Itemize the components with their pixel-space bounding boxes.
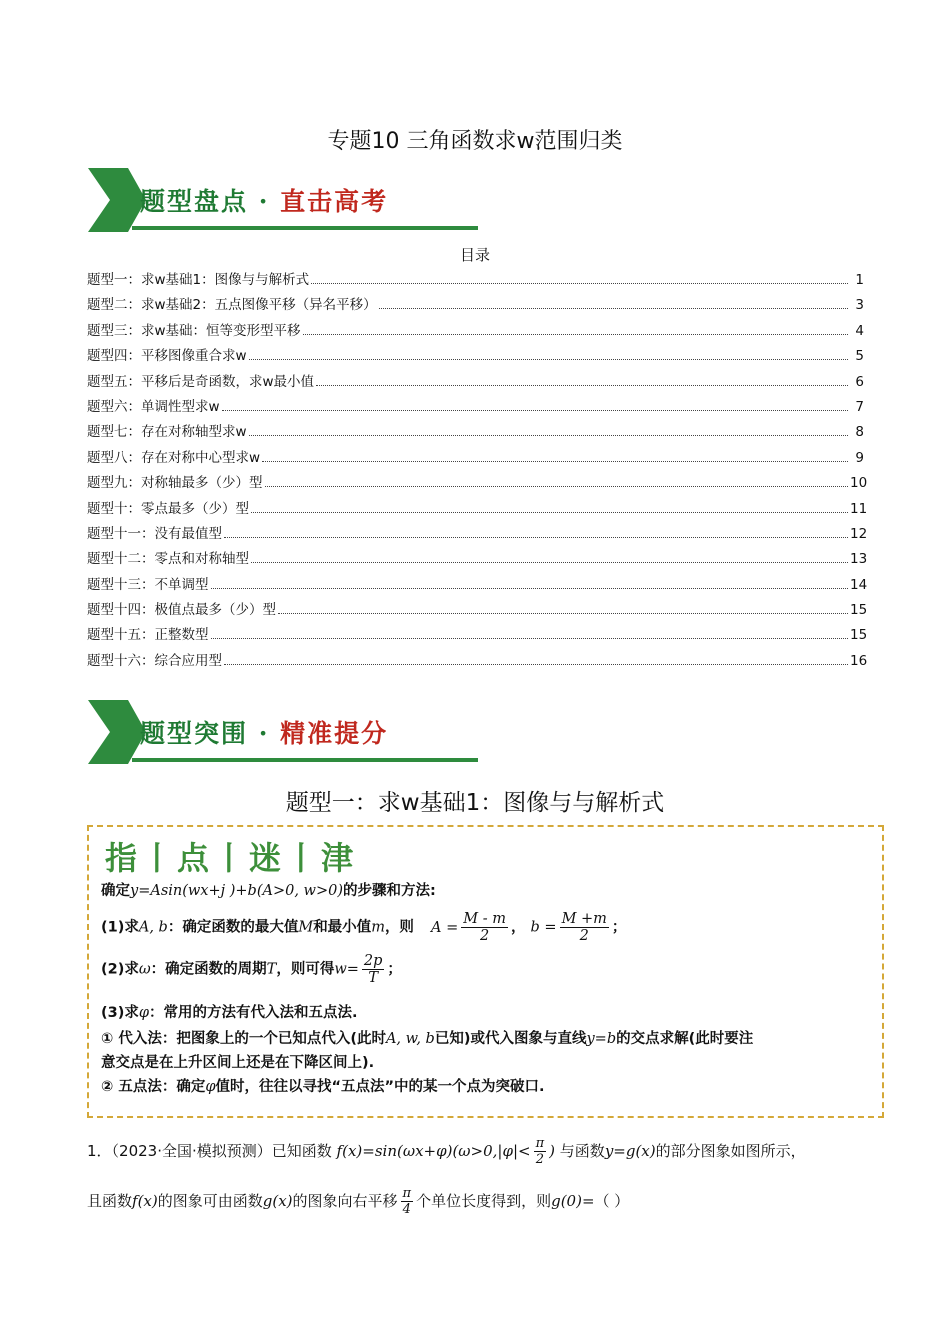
toc-entry-page: 8	[855, 424, 864, 441]
banner-left-text: 题型盘点	[140, 187, 249, 216]
toc-entry[interactable]	[87, 344, 864, 369]
toc-entry-page: 1	[855, 272, 864, 288]
toc-entry-page: 15	[850, 627, 868, 644]
toc-entry[interactable]	[87, 547, 868, 572]
toc-leader-dots	[251, 562, 848, 563]
toc-entry-page: 3	[855, 297, 864, 314]
tip-heading: 指丨点丨迷丨津	[105, 839, 358, 877]
toc-entry[interactable]	[87, 268, 864, 293]
toc-entry[interactable]	[87, 573, 868, 598]
toc-leader-dots	[211, 588, 849, 589]
toc-entry[interactable]	[87, 623, 868, 648]
toc-leader-dots	[224, 664, 848, 665]
toc-entry[interactable]	[87, 598, 868, 623]
toc-leader-dots	[265, 486, 849, 487]
question-line-2: 且函数f(x)的图象可由函数g(x)的图象向右平移 $\frac{\pi}{4}$ 个单位长度得到，则g(0)=（ ）	[87, 1186, 630, 1217]
toc-leader-dots	[251, 512, 848, 513]
toc-leader-dots	[249, 359, 848, 360]
toc-entry-label: 题型九：对称轴最多（少）型	[87, 475, 263, 492]
toc-entry-label: 题型四：平移图像重合求w	[87, 348, 247, 365]
toc-entry-label: 题型二：求w基础2：五点图像平移（异名平移）	[87, 297, 377, 314]
page-title: 专题10 三角函数求w范围归类	[327, 129, 623, 154]
toc-entry-label: 题型十一：没有最值型	[87, 525, 222, 542]
toc-entry[interactable]	[87, 420, 864, 445]
banner-left-text: 题型突围	[140, 719, 249, 748]
toc-entry[interactable]	[87, 522, 868, 547]
toc-leader-dots	[311, 283, 848, 284]
toc-entry-page: 5	[855, 348, 864, 365]
toc-entry[interactable]	[87, 471, 868, 496]
toc-leader-dots	[278, 613, 848, 614]
toc-entry[interactable]	[87, 293, 864, 318]
toc-entry-page: 10	[850, 475, 868, 492]
toc-entry-page: 16	[850, 652, 868, 669]
toc-entry-label: 题型一：求w基础1：图像与与解析式	[87, 272, 310, 288]
toc-leader-dots	[316, 385, 848, 386]
toc-entry[interactable]	[87, 497, 868, 522]
toc-entry-label: 题型十四：极值点最多（少）型	[87, 602, 276, 619]
toc-leader-dots	[222, 410, 848, 411]
tip-line-1: 确定y=Asin(wx+j )+b(A>0, w>0)的步骤和方法:	[101, 883, 436, 899]
toc-entry-label: 题型十五：正整数型	[87, 627, 209, 644]
toc-entry-page: 15	[850, 602, 868, 619]
toc-entry-page: 11	[850, 500, 868, 517]
toc-entry-label: 题型十六：综合应用型	[87, 652, 222, 669]
toc-entry-label: 题型八：存在对称中心型求w	[87, 449, 261, 466]
toc-entry-label: 题型十二：零点和对称轴型	[87, 551, 249, 568]
toc-leader-dots	[303, 334, 848, 335]
toc-entry[interactable]	[87, 395, 864, 420]
toc-entry-page: 9	[855, 449, 864, 466]
toc-entry[interactable]	[87, 446, 864, 471]
toc-entry-page: 4	[855, 322, 864, 339]
toc-entry-page: 14	[850, 576, 868, 593]
question-line-1: 1．（2023·全国·模拟预测）已知函数 f(x)=sin(ωx+φ)(ω>0,|φ|< $\frac{\pi}{2}$ ) 与函数y=g(x)的部分图象如图所示，	[87, 1136, 806, 1167]
banner-right-text: 直击高考	[280, 187, 389, 216]
tip-line-6: 意交点是在上升区间上还是在下降区间上).	[101, 1055, 375, 1071]
table-of-contents	[87, 268, 868, 674]
banner-right-text: 精准提分	[280, 719, 389, 748]
toc-entry-label: 题型五：平移后是奇函数，求w最小值	[87, 373, 315, 390]
toc-heading: 目录	[459, 246, 490, 264]
toc-entry-label: 题型十：零点最多（少）型	[87, 500, 249, 517]
toc-leader-dots	[249, 435, 848, 436]
toc-entry[interactable]	[87, 319, 864, 344]
toc-entry-label: 题型六：单调性型求w	[87, 398, 220, 415]
toc-entry[interactable]	[87, 649, 868, 674]
toc-leader-dots	[379, 308, 848, 309]
toc-entry[interactable]	[87, 370, 864, 395]
tip-line-4: (3)求φ：常用的方法有代入法和五点法.	[101, 1005, 358, 1021]
toc-entry-label: 题型七：存在对称轴型求w	[87, 424, 247, 441]
toc-leader-dots	[224, 537, 848, 538]
toc-entry-label: 题型十三：不单调型	[87, 576, 209, 593]
toc-entry-page: 7	[855, 398, 864, 415]
tip-line-3: (2)求ω：确定函数的周期T，则可得w= $\frac{2p}{T}$ ；	[101, 953, 402, 986]
toc-entry-label: 题型三：求w基础：恒等变形型平移	[87, 322, 301, 339]
section-title: 题型一：求w基础1：图像与与解析式	[285, 790, 665, 816]
section-banner-overview: 题型盘点 · 直击高考	[88, 168, 478, 232]
toc-entry-page: 6	[855, 373, 864, 390]
toc-entry-page: 12	[850, 525, 868, 542]
toc-leader-dots	[262, 461, 848, 462]
tip-line-2: (1)求A, b：确定函数的最大值M和最小值m，则 A = $\frac{M - m}{2}$ ， b = $\frac{M +m}{2}$ ；	[101, 911, 627, 944]
toc-entry-page: 13	[850, 551, 868, 568]
section-banner-breakthrough: 题型突围 · 精准提分	[88, 700, 478, 764]
tip-box	[87, 825, 884, 1118]
tip-line-7: ② 五点法：确定φ值时，往往以寻找“五点法”中的某一个点为突破口.	[101, 1079, 545, 1095]
toc-leader-dots	[211, 638, 849, 639]
tip-line-5: ① 代入法：把图象上的一个已知点代入(此时A, w, b已知)或代入图象与直线y=b的交点求解(此时要注	[101, 1031, 754, 1047]
